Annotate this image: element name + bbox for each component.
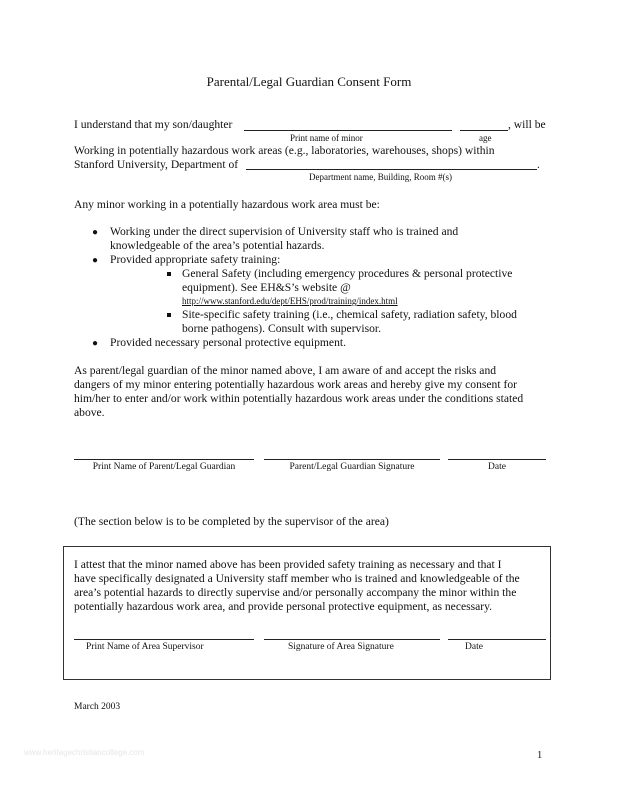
supervisor-name-field[interactable] bbox=[74, 639, 254, 640]
guardian-name-field[interactable] bbox=[74, 459, 254, 460]
label-minor-name: Print name of minor bbox=[290, 133, 363, 143]
bullet-icon: ● bbox=[92, 338, 99, 349]
label-guardian-signature: Parent/Legal Guardian Signature bbox=[289, 462, 415, 472]
sub-bullet2-line1: Site-specific safety training (i.e., chemical safety, radiation safety, blood bbox=[182, 308, 517, 321]
minor-name-field[interactable] bbox=[244, 130, 452, 131]
intro-line1-end: , will be bbox=[508, 118, 546, 131]
sub-bullet1-line1: General Safety (including emergency procedures & personal protective bbox=[182, 267, 513, 280]
bullet1-line1: Working under the direct supervision of University staff who is trained and bbox=[110, 225, 459, 238]
bullet-icon: ● bbox=[92, 227, 99, 238]
attest-line1: I attest that the minor named above has been provided safety training as necessary and that I bbox=[74, 558, 502, 571]
square-bullet-icon bbox=[167, 313, 171, 317]
watermark: www.heritagechristiancollege.com bbox=[24, 748, 145, 757]
bullet-icon: ● bbox=[92, 255, 99, 266]
consent-line4: above. bbox=[74, 406, 105, 419]
bullet2: Provided appropriate safety training: bbox=[110, 253, 281, 266]
bullet1-line2: knowledgeable of the area’s potential hazards. bbox=[110, 239, 325, 252]
sub-bullet2-line2: borne pathogens). Consult with supervisor. bbox=[182, 322, 382, 335]
square-bullet-icon bbox=[167, 272, 171, 276]
supervisor-section-note: (The section below is to be completed by the supervisor of the area) bbox=[74, 515, 389, 528]
department-field[interactable] bbox=[246, 169, 537, 170]
guardian-date-field[interactable] bbox=[448, 459, 546, 460]
label-guardian-name: Print Name of Parent/Legal Guardian bbox=[92, 462, 236, 472]
ehs-training-link[interactable]: http://www.stanford.edu/dept/EHS/prod/training/index.html bbox=[182, 296, 398, 306]
bullet3: Provided necessary personal protective equipment. bbox=[110, 336, 346, 349]
label-supervisor-name: Print Name of Area Supervisor bbox=[86, 642, 204, 652]
revision-date: March 2003 bbox=[74, 702, 121, 712]
intro-line1-start: I understand that my son/daughter bbox=[74, 118, 233, 131]
consent-line1: As parent/legal guardian of the minor named above, I am aware of and accept the risks and bbox=[74, 364, 497, 377]
label-age: age bbox=[479, 133, 492, 143]
label-guardian-date: Date bbox=[488, 462, 506, 472]
label-supervisor-date: Date bbox=[465, 642, 483, 652]
label-department: Department name, Building, Room #(s) bbox=[309, 172, 452, 182]
attest-line2: have specifically designated a University staff member who is trained and knowledgeable of the bbox=[74, 572, 520, 585]
form-title: Parental/Legal Guardian Consent Form bbox=[206, 74, 412, 89]
guardian-signature-field[interactable] bbox=[264, 459, 440, 460]
page-number: 1 bbox=[537, 750, 543, 761]
requirements-heading: Any minor working in a potentially hazardous work area must be: bbox=[74, 198, 380, 211]
intro-line2: Working in potentially hazardous work areas (e.g., laboratories, warehouses, shops) within bbox=[74, 144, 495, 157]
attest-line4: potentially hazardous work area, and provide personal protective equipment, as necessary. bbox=[74, 600, 493, 613]
label-supervisor-signature: Signature of Area Signature bbox=[288, 642, 394, 652]
attest-line3: area’s potential hazards to directly supervise and/or personally accompany the minor within the bbox=[74, 586, 517, 599]
sub-bullet1-line2: equipment). See EH&S’s website @ bbox=[182, 281, 351, 294]
minor-age-field[interactable] bbox=[460, 130, 508, 131]
intro-line3-start: Stanford University, Department of bbox=[74, 158, 239, 171]
supervisor-date-field[interactable] bbox=[448, 639, 546, 640]
consent-line3: him/her to enter and/or work within potentially hazardous work areas under the conditions stated bbox=[74, 392, 524, 405]
supervisor-signature-field[interactable] bbox=[264, 639, 440, 640]
intro-line3-end: . bbox=[537, 158, 540, 171]
consent-line2: dangers of my minor entering potentially hazardous work areas and hereby give my consent for bbox=[74, 378, 517, 391]
